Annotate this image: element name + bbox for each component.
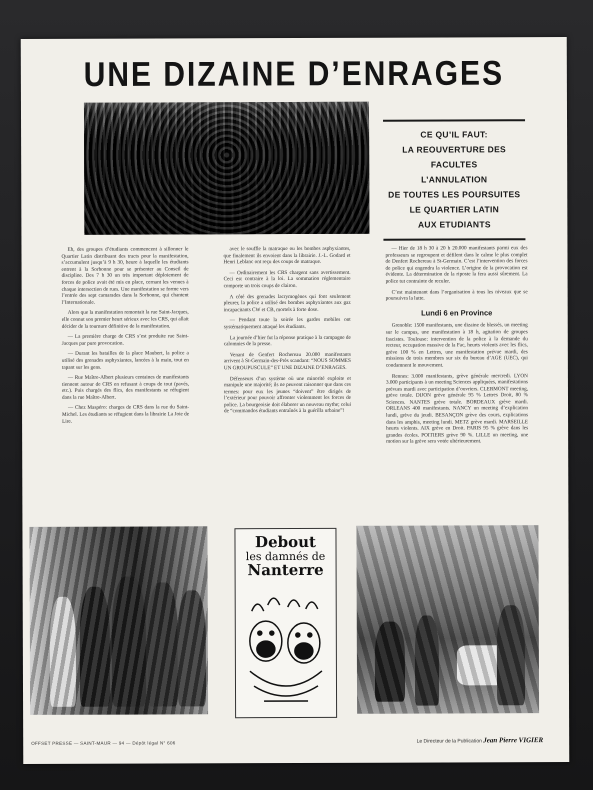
paragraph: — Pendant toute la soirée les gardes mobiles ont systématiquement attaqué les étudiants. xyxy=(223,317,351,331)
demand-line: CE QU’IL FAUT: xyxy=(420,129,488,140)
paragraph: La journée d’hier fut la réponse pratique à la campagne de calomnies de la presse. xyxy=(223,334,351,348)
demands-box xyxy=(379,119,529,241)
debout-poster-illustration xyxy=(234,528,337,718)
paragraph: avec le souffle la matraque ou les bombes asphyxiantes, que finalement ils envoient dans la librairie. J.-L. Godard et Henri Leblanc ont reçu des coups de matraque. xyxy=(223,245,351,266)
publication-director xyxy=(417,736,544,744)
poster-sheet xyxy=(21,37,570,764)
demand-line: LE QUARTIER LATIN xyxy=(409,204,500,215)
paragraph: Alors que la manifestation remontait la rue Saint-Jacques, elle connut son premier heurt sérieux avec les CRS, qui allait décider de la tournure définitive de la manifestation. xyxy=(61,309,189,330)
paragraph: Rennes: 3.000 manifestants, grève générale mercredi. LYON 3.000 participants à un meeting Sciences appliquées, manifestations prévues mardi avec participation d’ouvriers. CLERMONT meeting, grève totale. DIJON grève générale 95 % Lettres Droit, 80 % Sciences. NANTES grève totale. BORDEAUX grève mardi. ORLEANS 400 manifestants. NANCY un meeting d’explication lundi, grève du jeudi. BESANÇON grève des cours, explications dans les amphis, meeting lundi. METZ grève mardi. MARSEILLE heurts violents. AIX grève en Droit. PARIS 95 % grève dans les grandes écoles. POITIERS grève 90 %. LILLE un meeting, une motion sur la grève sera votée ultérieurement. xyxy=(385,372,529,446)
paragraph: Grenoble: 1500 manifestants, une dizaine de blessés, un meeting sur le campus, une manifestation à 18 h, agitation de groupes fascistes. Toulouse: intervention de la police à la demande du recteur, occupation massive de la Fac, heurts violents avec les flics, grève 100 % en Lettres, une manifestation prévue mardi, des missions de trois membres sur six du bureau d’AGE (UEC), qui condamnent le mouvement. xyxy=(385,322,528,369)
demand-line: DE TOUTES LES POURSUITES xyxy=(388,189,521,200)
paragraph: C’est maintenant dans l’organisation à tous les niveaux que se poursuivra la lutte. xyxy=(385,288,528,302)
article-column-2 xyxy=(223,246,351,420)
poster-art-title xyxy=(235,532,335,580)
director-label: Le Directeur de la Publication xyxy=(416,738,482,745)
riot-police-photo xyxy=(29,526,208,715)
demand-line: AUX ETUDIANTS xyxy=(417,219,491,230)
art-line-3: Nanterre xyxy=(247,560,324,580)
paragraph: — Hier de 18 h 30 à 20 h 20.000 manifestants parmi eux des professeurs se regroupent et défilent dans le calme le plus complet de Denfert Rochereau à St-Germain. C’est l’intervention des forces de police qui engendra la violence. L’origine de la provocation est évidente. La détermination de la riposte la fera aussi sûrement. La police tut contrainte de reculer. xyxy=(385,245,528,285)
printer-imprint: OFFSET PRESSE — SAINT-MAUR — 94 — Dépôt légal N° 606 xyxy=(31,740,176,746)
street-clash-photo xyxy=(356,525,539,714)
demand-line: LA REOUVERTURE DES FACULTES xyxy=(402,144,507,170)
paragraph: Eh, des groupes d’étudiants commencent à sillonner le Quartier Latin distribuant des tracts pour la manifestation, s’accumulent jusqu’à 9 h 30, heure à laquelle les étudiants entrent à la Sorbonne pour se présenter au Conseil de discipline. Des 7 h 30 un très important déploiement de forces de police avait été mis en place, cernant les venues à chaque intersection de rues. Une manifestation se forme vers l’entrée des sept camarades dans la Sorbonne, qui chantent l’Internationale. xyxy=(61,246,189,306)
paragraph: — Rue Maître-Albert plusieurs centaines de manifestants tiennent autour de CRS en refusant à coups de tout (pavés, etc.). Puis chargés des flics, des manifestants se réfugient dans la rue Maître-Albert. xyxy=(61,374,189,401)
shouting-faces-drawing xyxy=(244,591,328,711)
paragraph: — Chez Maspéro: charges de CRS dans la rue du Saint-Michel. Les étudiants se réfugient dans la librairie La Joie de Lire. xyxy=(62,404,190,425)
paragraph: — Durant les batailles de la place Maubert, la police a utilisé des grenades asphyxiantes, lancées à la main, tout en tapant sur les gens. xyxy=(61,350,189,371)
paragraph: Défenseurs d’un système où une minorité exploite et manipule une majorité; ils ne peuvent raisonner que dans ces termes: pour eux les jeunes “doivent” être dirigés de l’extérieur pour pouvoir affronter violemment les forces de police. La bourgeoisie doit élaborer un nouveau mythe; celui de “commandos étudiants entraînés à la guérilla urbaine”! xyxy=(223,375,352,415)
poster-title: UNE DIZAINE D’ENRAGES xyxy=(83,54,505,95)
article-column-1 xyxy=(61,246,189,429)
article-column-3 xyxy=(385,245,528,450)
demand-line: L’ANNULATION xyxy=(421,174,488,185)
art-line-2: les damnés de xyxy=(245,549,326,564)
crowd-photo xyxy=(84,102,369,235)
art-line-1: Debout xyxy=(255,532,316,552)
director-name: Jean Pierre VIGIER xyxy=(483,736,544,745)
paragraph: — Ordinairement les CRS chargent sans avertissement. Ceci est contraire à la loi. La sommation réglementaire comporte un trois coups de clairon. xyxy=(223,269,351,290)
section-subheading: Lundi 6 en Province xyxy=(421,308,493,318)
paragraph: A côté des grenades lacrymogènes qui font seulement pleurer, la police a utilisé des bombes asphyxiantes aux gaz incapacitants CW et CB, mortels à forte dose. xyxy=(223,293,351,313)
bottom-rule xyxy=(383,238,525,240)
paragraph: — La première charge de CRS s’est produite rue Saint-Jacques par pure provocation. xyxy=(61,333,189,347)
paragraph: Venant de Genfert Rochereau 20.000 manifestants arrivent à St-Germain-des-Près scandant: “NOUS SOMMES UN GROUPUSCULE” ET UNE DIZAINE D’ENRAGES. xyxy=(223,351,351,372)
